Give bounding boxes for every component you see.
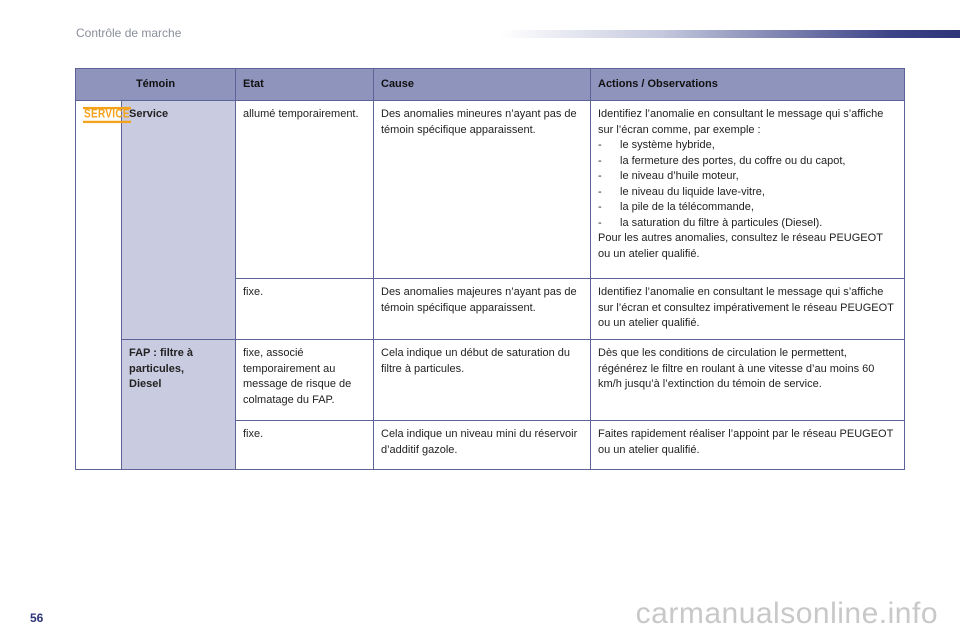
actions-outro: Pour les autres anomalies, consultez le réseau PEUGEOT ou un atelier qualifié. (598, 232, 883, 260)
warning-lights-table (75, 68, 905, 470)
cause-cell: Des anomalies mineures n’ayant pas de témoin spécifique apparaissent. (374, 101, 591, 279)
name-fap-line: FAP : filtre à (129, 347, 193, 359)
cause-cell: Des anomalies majeures n’ayant pas de témoin spécifique apparaissent. (374, 279, 591, 340)
table-row (76, 101, 905, 279)
etat-cell: fixe. (236, 421, 374, 470)
cause-cell: Cela indique un début de saturation du filtre à particules. (374, 340, 591, 421)
header-actions: Actions / Observations (591, 69, 905, 101)
etat-cell: fixe. (236, 279, 374, 340)
actions-cell: Faites rapidement réaliser l’appoint par le réseau PEUGEOT ou un atelier qualifié. (591, 421, 905, 470)
name-fap (122, 340, 236, 470)
list-item: - la saturation du filtre à particules (Diesel). (598, 216, 823, 229)
name-fap-line: Diesel (129, 378, 162, 390)
actions-cell: Identifiez l’anomalie en consultant le message qui s’affiche sur l’écran et consultez impérativement le réseau PEUGEOT ou un atelier qualifié. (591, 279, 905, 340)
header-etat: Etat (236, 69, 374, 101)
watermark: carmanualsonline.info (635, 597, 938, 630)
actions-cell (591, 101, 905, 279)
table-header-row (76, 69, 905, 101)
table-row (76, 340, 905, 421)
name-service (122, 101, 236, 340)
page-number: 56 (30, 611, 44, 625)
actions-cell: Dès que les conditions de circulation le permettent, régénérez le filtre en roulant à une vitesse d’au moins 60 km/h jusqu’à l’extinction du témoin de service. (591, 340, 905, 421)
name-fap-line: particules, (129, 362, 185, 375)
etat-cell: fixe, associé temporairement au message de risque de colmatage du FAP. (236, 340, 374, 421)
list-item: - le niveau du liquide lave-vitre, (598, 185, 765, 198)
list-item: - le système hybride, (598, 139, 715, 151)
name-service-label: Service (129, 108, 169, 120)
list-item: - la fermeture des portes, du coffre ou du capot, (598, 154, 846, 167)
header-temoin: Témoin (76, 69, 236, 101)
service-icon: SERVICE (83, 107, 131, 123)
header-cause: Cause (374, 69, 591, 101)
etat-cell: allumé temporairement. (236, 101, 374, 279)
icon-cell (76, 101, 130, 470)
cause-cell: Cela indique un niveau mini du réservoir d’additif gazole. (374, 421, 591, 470)
list-item: - la pile de la télécommande, (598, 201, 754, 213)
section-title: Contrôle de marche (76, 26, 182, 40)
header-gradient-bar (500, 30, 960, 38)
actions-intro: Identifiez l’anomalie en consultant le message qui s’affiche sur l’écran comme, par exemple : (598, 108, 884, 136)
list-item: - le niveau d’huile moteur, (598, 170, 739, 182)
